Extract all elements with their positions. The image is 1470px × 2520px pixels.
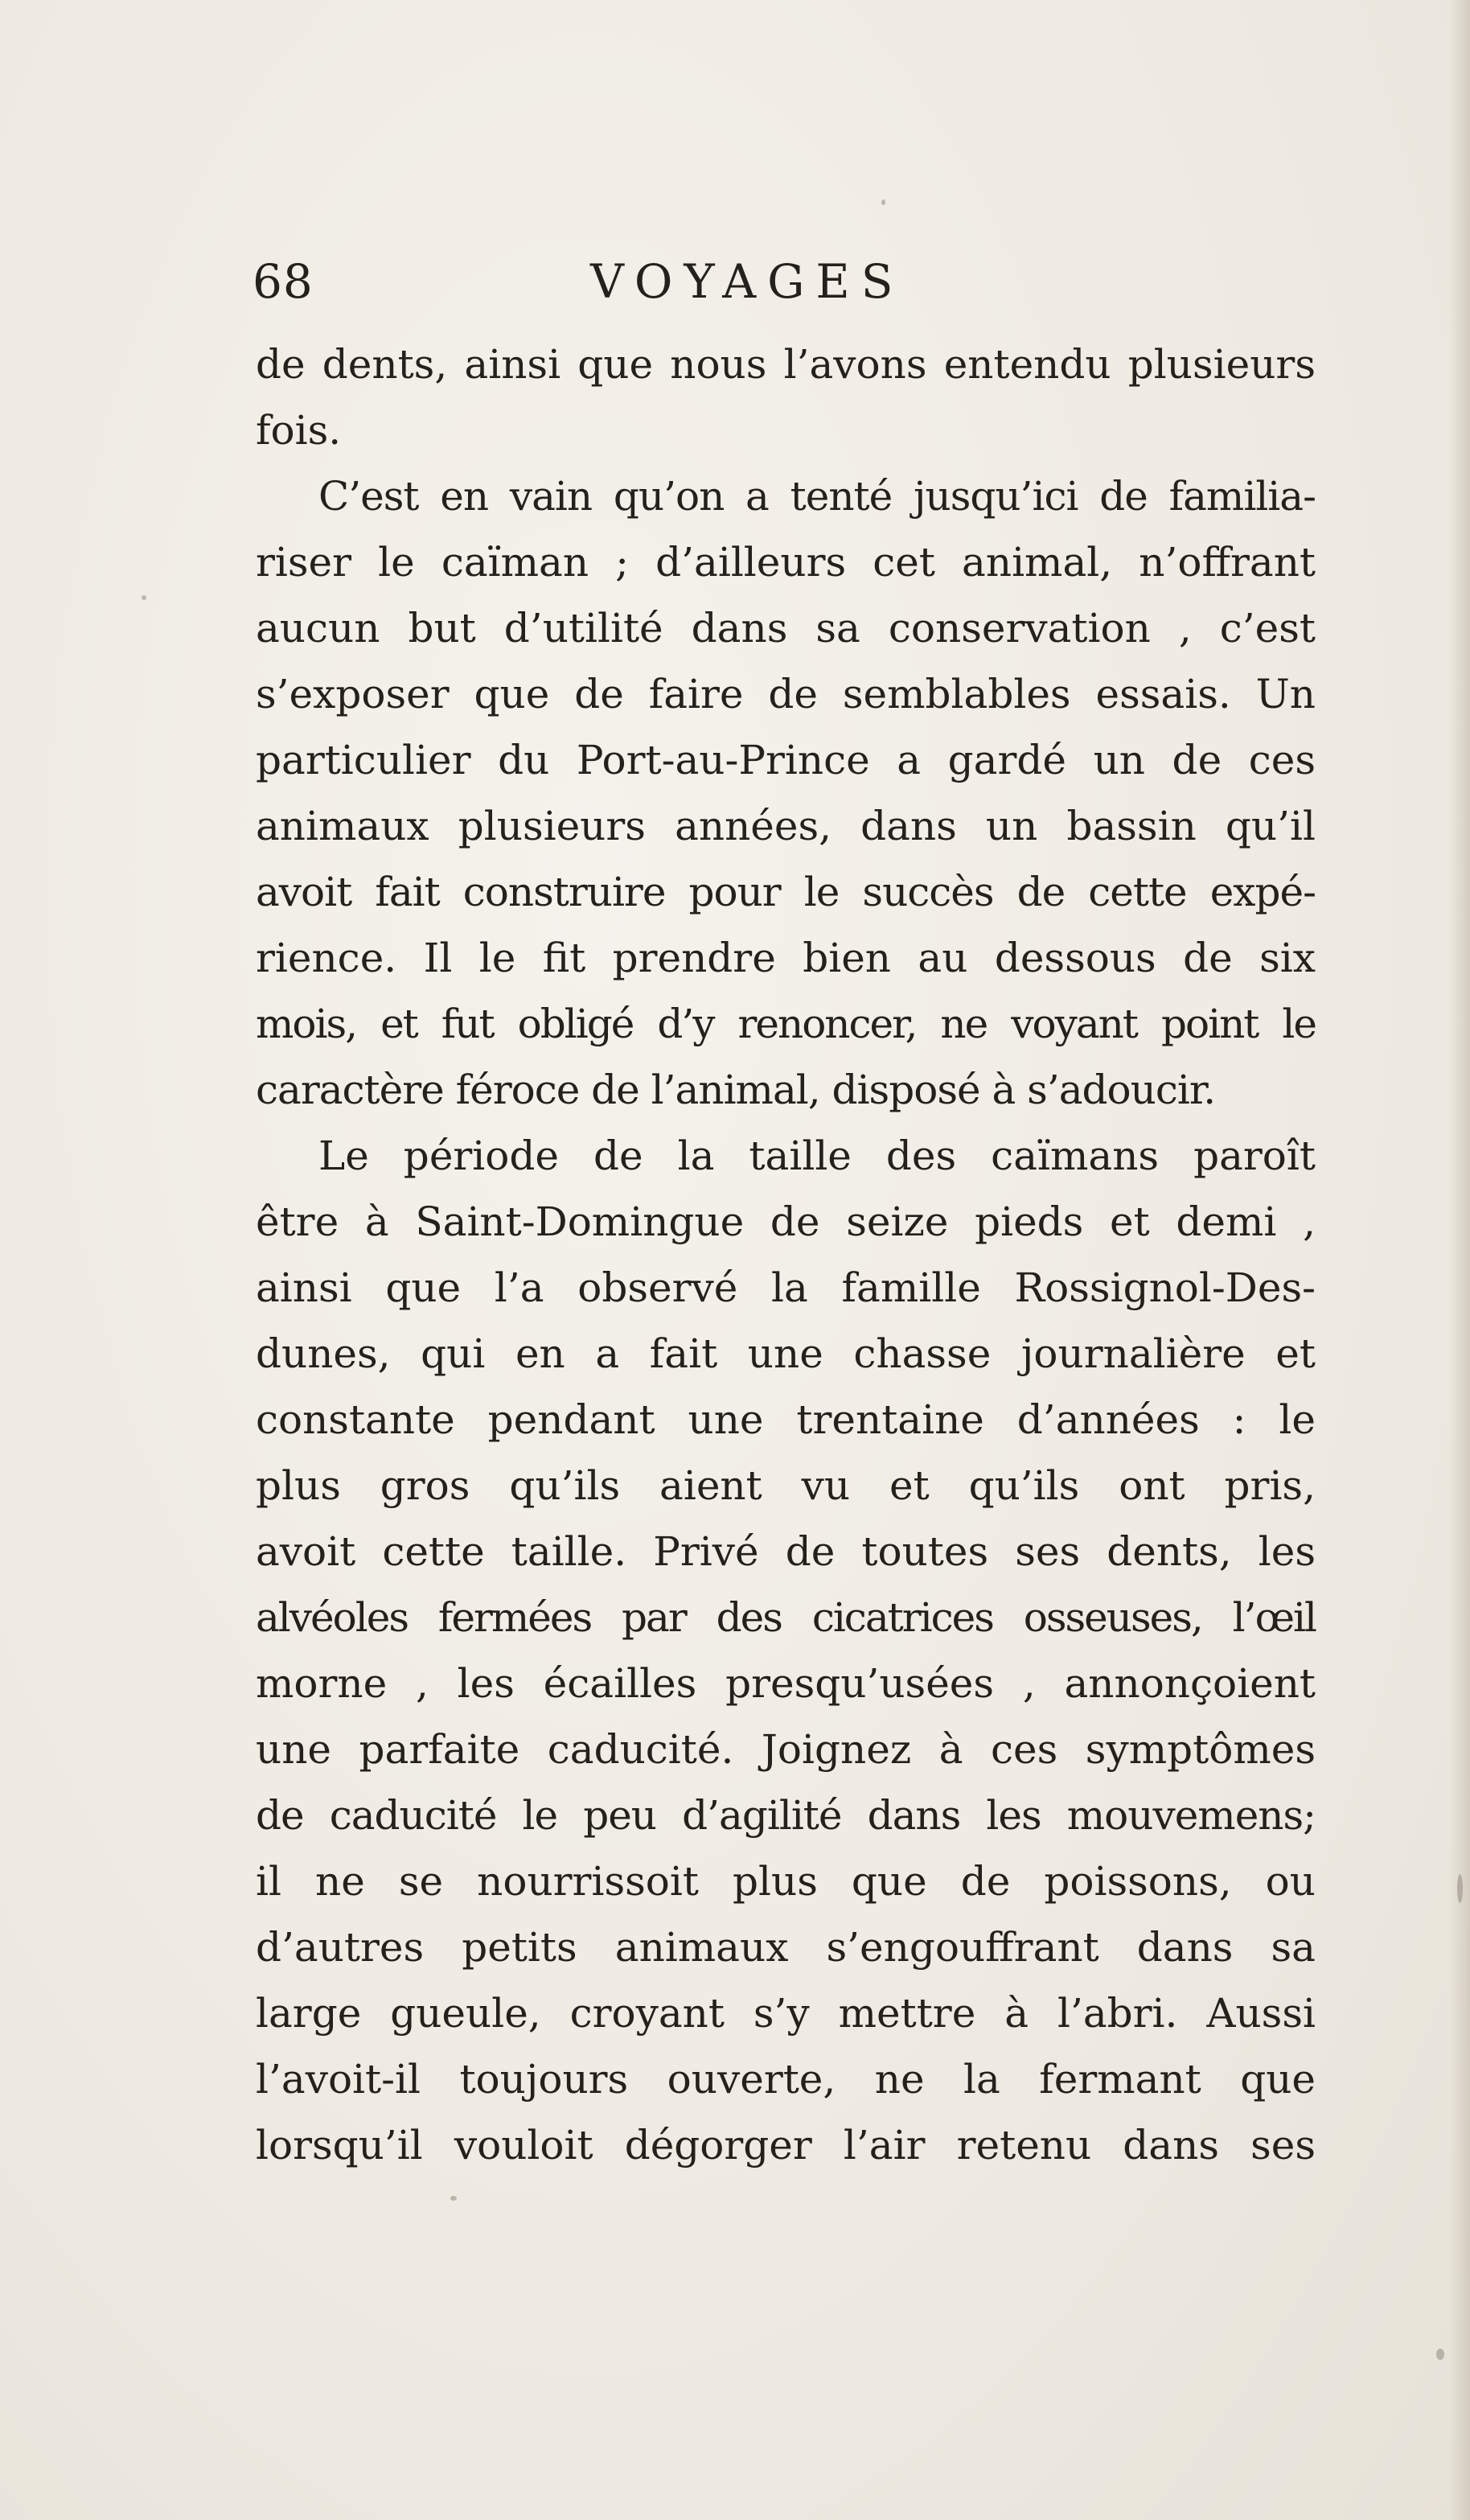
text-line: mois, et fut obligé d’y renoncer, ne voyant point le (256, 1001, 1316, 1047)
text-line: dunes, qui en a fait une chasse journalière et (256, 1330, 1316, 1377)
paper-speck (881, 199, 885, 205)
text-line: large gueule, croyant s’y mettre à l’abri. Aussi (256, 1990, 1316, 2037)
text-line: riser le caïman ; d’ailleurs cet animal, n’offrant (256, 539, 1316, 586)
text-line: de dents, ainsi que nous l’avons entendu plusieurs (256, 341, 1316, 388)
text-line: l’avoit-il toujours ouverte, ne la fermant que (256, 2056, 1316, 2103)
text-line: caractère féroce de l’animal, disposé à s’adoucir. (256, 1067, 1216, 1113)
text-line: s’exposer que de faire de semblables essais. Un (256, 671, 1316, 717)
text-line: rience. Il le fit prendre bien au dessous de six (256, 935, 1316, 981)
text-line: alvéoles fermées par des cicatrices osseuses, l’œil (256, 1594, 1316, 1641)
text-line: lorsqu’il vouloit dégorger l’air retenu dans ses (256, 2122, 1316, 2169)
text-line: il ne se nourrissoit plus que de poissons, ou (256, 1858, 1316, 1905)
text-line: animaux plusieurs années, dans un bassin qu’il (256, 803, 1316, 849)
text-line: morne , les écailles presqu’usées , annonçoient (256, 1660, 1316, 1707)
text-line: ainsi que l’a observé la famille Rossignol-Des- (256, 1264, 1316, 1311)
paragraph-start-line: C’est en vain qu’on a tenté jusqu’ici de familia- (318, 473, 1316, 520)
paper-speck (142, 595, 146, 600)
text-line: particulier du Port-au-Prince a gardé un de ces (256, 737, 1316, 783)
text-line: d’autres petits animaux s’engouffrant dans sa (256, 1924, 1316, 1971)
text-line: constante pendant une trentaine d’années : le (256, 1396, 1316, 1443)
paper-speck (1436, 2349, 1444, 2360)
text-line: plus gros qu’ils aient vu et qu’ils ont pris, (256, 1462, 1316, 1509)
text-line: être à Saint-Domingue de seize pieds et demi , (256, 1198, 1316, 1245)
running-title: VOYAGES (590, 254, 905, 309)
text-line: avoit cette taille. Privé de toutes ses dents, les (256, 1528, 1316, 1575)
paper-speck (450, 2196, 457, 2201)
paper-speck (1457, 1874, 1463, 1903)
text-line: une parfaite caducité. Joignez à ces symptômes (256, 1726, 1316, 1773)
text-line: avoit fait construire pour le succès de cette expé- (256, 869, 1316, 915)
text-line: aucun but d’utilité dans sa conservation , c’est (256, 605, 1316, 652)
text-line: de caducité le peu d’agilité dans les mouvemens; (256, 1792, 1316, 1839)
page-header (253, 249, 1314, 314)
text-line: fois. (256, 407, 342, 454)
body-text (256, 331, 1316, 2178)
page-edge-shadow (1449, 0, 1470, 2520)
paragraph-start-line: Le période de la taille des caïmans paroît (318, 1133, 1316, 1179)
page-number: 68 (253, 254, 314, 309)
